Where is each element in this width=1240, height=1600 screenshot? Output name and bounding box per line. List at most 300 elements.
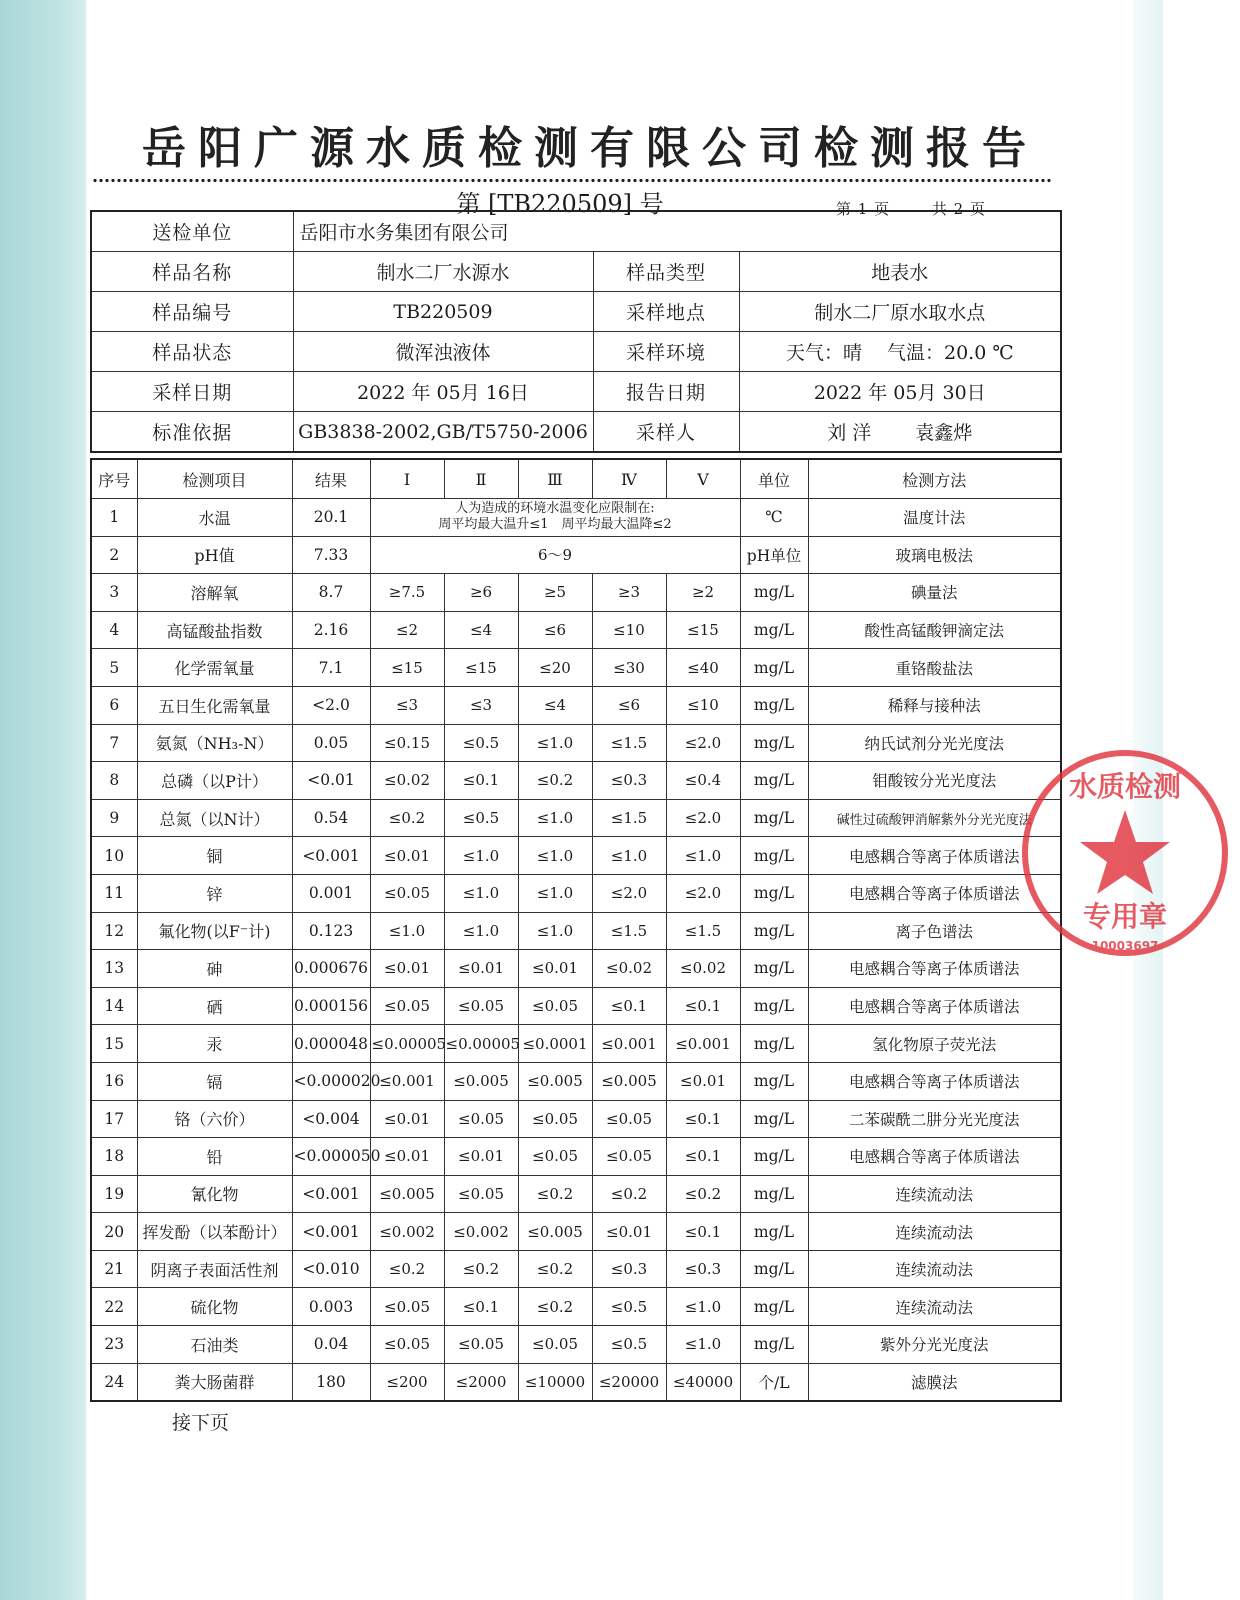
row-number: 23: [91, 1326, 137, 1364]
limit-class-3: ≥5: [518, 574, 592, 612]
sample-no-label: 样品编号: [91, 292, 293, 332]
state-value: 微浑浊液体: [293, 332, 593, 372]
col-header: 序号: [91, 459, 137, 499]
limit-class-2: ≤0.00005: [444, 1025, 518, 1063]
test-result: <0.001: [292, 1213, 370, 1251]
test-result: <0.010: [292, 1250, 370, 1288]
unit: mg/L: [740, 574, 808, 612]
limit-class-5: ≤0.1: [666, 1138, 740, 1176]
test-item: 粪大肠菌群: [137, 1363, 292, 1401]
limit-class-5: ≤10: [666, 686, 740, 724]
limit-class-3: ≤1.0: [518, 724, 592, 762]
unit: mg/L: [740, 950, 808, 988]
row-number: 20: [91, 1213, 137, 1251]
table-row: [91, 611, 1061, 649]
limit-class-5: ≤0.3: [666, 1250, 740, 1288]
limit-class-3: ≤0.05: [518, 987, 592, 1025]
test-result: 8.7: [292, 574, 370, 612]
limit-class-4: ≤1.0: [592, 837, 666, 875]
limit-class-1: ≤1.0: [370, 912, 444, 950]
limit-class-1: ≤0.01: [370, 1100, 444, 1138]
scan-edge-strip-right: [1133, 0, 1163, 1600]
row-number: 1: [91, 499, 137, 537]
test-method: 纳氏试剂分光光度法: [808, 724, 1061, 762]
limit-class-4: ≤1.5: [592, 724, 666, 762]
limit-class-1: ≤0.005: [370, 1175, 444, 1213]
table-header-row: [91, 459, 1061, 499]
unit: 个/L: [740, 1363, 808, 1401]
limit-class-1: ≤0.05: [370, 987, 444, 1025]
limit-class-5: ≤40: [666, 649, 740, 687]
row-number: 12: [91, 912, 137, 950]
test-result: <0.004: [292, 1100, 370, 1138]
unit: mg/L: [740, 649, 808, 687]
table-row: [91, 1100, 1061, 1138]
limit-class-5: ≤0.2: [666, 1175, 740, 1213]
continue-note: 接下页: [172, 1412, 230, 1434]
limit-class-1: ≤3: [370, 686, 444, 724]
test-item: 硫化物: [137, 1288, 292, 1326]
test-item: 高锰酸盐指数: [137, 611, 292, 649]
sample-type-label: 样品类型: [593, 252, 739, 292]
limit-class-3: ≤1.0: [518, 874, 592, 912]
table-row: [91, 799, 1061, 837]
table-row: [91, 574, 1061, 612]
limit-class-3: ≤1.0: [518, 912, 592, 950]
results-table: [90, 458, 1062, 1402]
limit-class-5: ≤0.1: [666, 1100, 740, 1138]
test-item: 阴离子表面活性剂: [137, 1250, 292, 1288]
limit-class-1: ≤15: [370, 649, 444, 687]
limit-class-4: ≤2.0: [592, 874, 666, 912]
report-number: 第 [TB220509] 号: [456, 190, 664, 218]
row-number: 3: [91, 574, 137, 612]
row-number: 4: [91, 611, 137, 649]
limit-class-5: ≤0.1: [666, 987, 740, 1025]
env-value: 天气：晴 气温：20.0 ℃: [739, 332, 1061, 372]
test-result: <0.001: [292, 1175, 370, 1213]
seal-text-bottom: 专用章: [1082, 900, 1168, 933]
report-date-label: 报告日期: [593, 372, 739, 412]
limit-class-3: ≤10000: [518, 1363, 592, 1401]
test-result: 0.54: [292, 799, 370, 837]
row-number: 6: [91, 686, 137, 724]
test-result: 0.123: [292, 912, 370, 950]
row-number: 18: [91, 1138, 137, 1176]
limit-class-4: ≤0.2: [592, 1175, 666, 1213]
sampler-value: 刘 洋 袁鑫烨: [739, 412, 1061, 453]
test-method: 玻璃电极法: [808, 536, 1061, 574]
table-row: [91, 837, 1061, 875]
limit-class-2: ≤0.1: [444, 1288, 518, 1326]
test-result: 180: [292, 1363, 370, 1401]
test-item: 硒: [137, 987, 292, 1025]
limit-class-2: ≤15: [444, 649, 518, 687]
limit-class-4: ≤6: [592, 686, 666, 724]
test-method: 电感耦合等离子体质谱法: [808, 1062, 1061, 1100]
unit: ℃: [740, 499, 808, 537]
test-result: <0.01: [292, 762, 370, 800]
test-item: 氟化物(以F⁻计): [137, 912, 292, 950]
row-number: 8: [91, 762, 137, 800]
limit-class-4: ≤10: [592, 611, 666, 649]
limit-class-2: ≤1.0: [444, 912, 518, 950]
limit-class-2: ≤2000: [444, 1363, 518, 1401]
row-number: 10: [91, 837, 137, 875]
test-result: 20.1: [292, 499, 370, 537]
limit-class-2: ≤0.1: [444, 762, 518, 800]
limit-note: 人为造成的环境水温变化应限制在: 周平均最大温升≤1 周平均最大温降≤2: [370, 499, 740, 537]
test-method: 碱性过硫酸钾消解紫外分光光度法: [808, 799, 1061, 837]
table-row: [91, 1363, 1061, 1401]
table-row: [91, 1175, 1061, 1213]
unit: mg/L: [740, 837, 808, 875]
limit-class-5: ≤0.01: [666, 1062, 740, 1100]
limit-class-5: ≤1.0: [666, 1288, 740, 1326]
col-header: Ⅱ: [444, 459, 518, 499]
limit-class-4: ≤0.01: [592, 1213, 666, 1251]
row-number: 16: [91, 1062, 137, 1100]
limit-class-4: ≤0.3: [592, 1250, 666, 1288]
limit-class-3: ≤0.05: [518, 1326, 592, 1364]
table-row: [91, 686, 1061, 724]
test-item: 氨氮（NH₃-N）: [137, 724, 292, 762]
limit-class-5: ≤0.1: [666, 1213, 740, 1251]
limit-class-4: ≤0.05: [592, 1138, 666, 1176]
unit: mg/L: [740, 1175, 808, 1213]
test-result: 0.000676: [292, 950, 370, 988]
test-item: 总磷（以P计）: [137, 762, 292, 800]
limit-class-1: ≤0.05: [370, 874, 444, 912]
limit-class-3: ≤6: [518, 611, 592, 649]
test-item: 砷: [137, 950, 292, 988]
unit: mg/L: [740, 1213, 808, 1251]
unit: mg/L: [740, 1025, 808, 1063]
date-value: 2022 年 05月 16日: [293, 372, 593, 412]
limit-class-1: ≤0.05: [370, 1288, 444, 1326]
sampler-label: 采样人: [593, 412, 739, 453]
test-item: 溶解氧: [137, 574, 292, 612]
limit-class-5: ≤1.0: [666, 1326, 740, 1364]
test-method: 钼酸铵分光光度法: [808, 762, 1061, 800]
row-number: 15: [91, 1025, 137, 1063]
test-result: <0.001: [292, 837, 370, 875]
limit-class-1: ≥7.5: [370, 574, 444, 612]
state-label: 样品状态: [91, 332, 293, 372]
unit: mg/L: [740, 874, 808, 912]
test-result: 7.33: [292, 536, 370, 574]
limit-class-1: ≤0.01: [370, 837, 444, 875]
limit-class-1: ≤0.2: [370, 1250, 444, 1288]
unit: mg/L: [740, 1138, 808, 1176]
unit: pH单位: [740, 536, 808, 574]
seal-code: 10003697: [1091, 939, 1159, 953]
table-row: [91, 950, 1061, 988]
limit-class-2: ≤0.5: [444, 724, 518, 762]
test-result: 0.001: [292, 874, 370, 912]
limit-class-2: ≤0.05: [444, 1100, 518, 1138]
test-item: 挥发酚（以苯酚计）: [137, 1213, 292, 1251]
standard-value: GB3838-2002,GB/T5750-2006: [293, 412, 593, 453]
limit-class-3: ≤0.2: [518, 762, 592, 800]
limit-class-3: ≤4: [518, 686, 592, 724]
unit: mg/L: [740, 1062, 808, 1100]
page-total: 共 2 页: [931, 200, 986, 218]
col-header: 检测方法: [808, 459, 1061, 499]
test-method: 电感耦合等离子体质谱法: [808, 1138, 1061, 1176]
limit-class-2: ≤3: [444, 686, 518, 724]
limit-class-5: ≥2: [666, 574, 740, 612]
row-number: 21: [91, 1250, 137, 1288]
limit-class-1: ≤0.15: [370, 724, 444, 762]
test-item: 总氮（以N计）: [137, 799, 292, 837]
test-item: pH值: [137, 536, 292, 574]
title-dotted-rule: [92, 178, 1052, 183]
limit-class-3: ≤0.05: [518, 1138, 592, 1176]
col-header: Ⅰ: [370, 459, 444, 499]
seal-text-top: 水质检测: [1068, 770, 1182, 803]
limit-class-4: ≤0.3: [592, 762, 666, 800]
test-result: 2.16: [292, 611, 370, 649]
table-row: [91, 649, 1061, 687]
standard-label: 标准依据: [91, 412, 293, 453]
row-number: 11: [91, 874, 137, 912]
table-row: [91, 912, 1061, 950]
limit-class-5: ≤0.001: [666, 1025, 740, 1063]
unit: mg/L: [740, 724, 808, 762]
limit-class-2: ≤1.0: [444, 837, 518, 875]
limit-class-3: ≤20: [518, 649, 592, 687]
limit-class-5: ≤2.0: [666, 799, 740, 837]
test-item: 镉: [137, 1062, 292, 1100]
limit-class-2: ≤0.05: [444, 987, 518, 1025]
limit-class-4: ≤0.5: [592, 1288, 666, 1326]
row-number: 22: [91, 1288, 137, 1326]
limit-class-5: ≤2.0: [666, 874, 740, 912]
env-label: 采样环境: [593, 332, 739, 372]
row-number: 2: [91, 536, 137, 574]
test-result: 0.003: [292, 1288, 370, 1326]
test-method: 温度计法: [808, 499, 1061, 537]
row-number: 7: [91, 724, 137, 762]
unit: mg/L: [740, 686, 808, 724]
limit-class-3: ≤0.2: [518, 1175, 592, 1213]
test-item: 铜: [137, 837, 292, 875]
client-label: 送检单位: [91, 211, 293, 252]
limit-class-5: ≤40000: [666, 1363, 740, 1401]
table-row: [91, 1138, 1061, 1176]
limit-class-4: ≤20000: [592, 1363, 666, 1401]
unit: mg/L: [740, 611, 808, 649]
sample-name-value: 制水二厂水源水: [293, 252, 593, 292]
unit: mg/L: [740, 1326, 808, 1364]
unit: mg/L: [740, 799, 808, 837]
test-method: 稀释与接种法: [808, 686, 1061, 724]
test-item: 锌: [137, 874, 292, 912]
sample-no-value: TB220509: [293, 292, 593, 332]
limit-class-2: ≤0.05: [444, 1175, 518, 1213]
limit-class-1: ≤0.01: [370, 1138, 444, 1176]
col-header: Ⅲ: [518, 459, 592, 499]
limit-class-3: ≤0.2: [518, 1250, 592, 1288]
col-header: 结果: [292, 459, 370, 499]
test-method: 滤膜法: [808, 1363, 1061, 1401]
col-header: 检测项目: [137, 459, 292, 499]
limit-class-1: ≤0.002: [370, 1213, 444, 1251]
table-row: [91, 987, 1061, 1025]
test-item: 五日生化需氧量: [137, 686, 292, 724]
unit: mg/L: [740, 762, 808, 800]
test-method: 酸性高锰酸钾滴定法: [808, 611, 1061, 649]
test-result: 0.000156: [292, 987, 370, 1025]
limit-class-5: ≤0.4: [666, 762, 740, 800]
test-method: 二苯碳酰二肼分光光度法: [808, 1100, 1061, 1138]
table-row: [91, 536, 1061, 574]
limit-class-3: ≤1.0: [518, 837, 592, 875]
limit-range: 6～9: [370, 536, 740, 574]
row-number: 9: [91, 799, 137, 837]
table-row: [91, 1213, 1061, 1251]
table-row: [91, 1062, 1061, 1100]
limit-class-2: ≤0.5: [444, 799, 518, 837]
limit-class-3: ≤0.01: [518, 950, 592, 988]
limit-class-1: ≤0.001: [370, 1062, 444, 1100]
limit-class-5: ≤1.5: [666, 912, 740, 950]
limit-class-1: ≤0.01: [370, 950, 444, 988]
table-row: [91, 1025, 1061, 1063]
report-date-value: 2022 年 05月 30日: [739, 372, 1061, 412]
unit: mg/L: [740, 912, 808, 950]
test-item: 水温: [137, 499, 292, 537]
unit: mg/L: [740, 1288, 808, 1326]
col-header: 单位: [740, 459, 808, 499]
test-method: 电感耦合等离子体质谱法: [808, 874, 1061, 912]
test-method: 重铬酸盐法: [808, 649, 1061, 687]
page-number: 第 1 页: [836, 200, 891, 218]
unit: mg/L: [740, 1250, 808, 1288]
test-result: <0.000050: [292, 1138, 370, 1176]
test-item: 石油类: [137, 1326, 292, 1364]
test-result: <2.0: [292, 686, 370, 724]
table-row: [91, 874, 1061, 912]
limit-class-2: ≤0.05: [444, 1326, 518, 1364]
scan-edge-strip: [0, 0, 86, 1600]
row-number: 13: [91, 950, 137, 988]
client-value: 岳阳市水务集团有限公司: [293, 211, 1061, 252]
limit-class-2: ≥6: [444, 574, 518, 612]
test-method: 连续流动法: [808, 1175, 1061, 1213]
sample-name-label: 样品名称: [91, 252, 293, 292]
limit-class-5: ≤0.02: [666, 950, 740, 988]
test-item: 铅: [137, 1138, 292, 1176]
limit-class-3: ≤0.005: [518, 1062, 592, 1100]
limit-class-2: ≤0.01: [444, 950, 518, 988]
limit-class-4: ≤1.5: [592, 912, 666, 950]
limit-class-5: ≤1.0: [666, 837, 740, 875]
limit-class-4: ≤0.1: [592, 987, 666, 1025]
row-number: 24: [91, 1363, 137, 1401]
test-method: 离子色谱法: [808, 912, 1061, 950]
col-header: Ⅳ: [592, 459, 666, 499]
limit-class-2: ≤1.0: [444, 874, 518, 912]
test-result: 0.05: [292, 724, 370, 762]
date-label: 采样日期: [91, 372, 293, 412]
location-label: 采样地点: [593, 292, 739, 332]
limit-class-1: ≤200: [370, 1363, 444, 1401]
test-item: 铬（六价）: [137, 1100, 292, 1138]
limit-class-3: ≤0.005: [518, 1213, 592, 1251]
limit-class-4: ≤0.005: [592, 1062, 666, 1100]
sample-type-value: 地表水: [739, 252, 1061, 292]
table-row: [91, 499, 1061, 537]
location-value: 制水二厂原水取水点: [739, 292, 1061, 332]
row-number: 14: [91, 987, 137, 1025]
test-method: 氢化物原子荧光法: [808, 1025, 1061, 1063]
limit-class-4: ≤1.5: [592, 799, 666, 837]
limit-class-4: ≤0.5: [592, 1326, 666, 1364]
table-row: [91, 1288, 1061, 1326]
limit-class-4: ≤30: [592, 649, 666, 687]
row-number: 17: [91, 1100, 137, 1138]
test-result: <0.000020: [292, 1062, 370, 1100]
unit: mg/L: [740, 987, 808, 1025]
test-item: 化学需氧量: [137, 649, 292, 687]
limit-class-4: ≤0.05: [592, 1100, 666, 1138]
limit-class-2: ≤0.01: [444, 1138, 518, 1176]
test-result: 0.04: [292, 1326, 370, 1364]
limit-class-4: ≥3: [592, 574, 666, 612]
test-method: 电感耦合等离子体质谱法: [808, 950, 1061, 988]
limit-class-1: ≤0.02: [370, 762, 444, 800]
table-row: [91, 1326, 1061, 1364]
row-number: 5: [91, 649, 137, 687]
limit-class-2: ≤0.002: [444, 1213, 518, 1251]
test-item: 汞: [137, 1025, 292, 1063]
limit-class-3: ≤1.0: [518, 799, 592, 837]
test-method: 连续流动法: [808, 1250, 1061, 1288]
limit-class-1: ≤2: [370, 611, 444, 649]
table-row: [91, 724, 1061, 762]
limit-class-4: ≤0.001: [592, 1025, 666, 1063]
table-row: [91, 1250, 1061, 1288]
report-title: 岳阳广源水质检测有限公司检测报告: [142, 123, 1038, 174]
limit-class-5: ≤15: [666, 611, 740, 649]
test-method: 连续流动法: [808, 1213, 1061, 1251]
limit-class-3: ≤0.0001: [518, 1025, 592, 1063]
limit-class-5: ≤2.0: [666, 724, 740, 762]
limit-class-4: ≤0.02: [592, 950, 666, 988]
test-result: 7.1: [292, 649, 370, 687]
col-header: Ⅴ: [666, 459, 740, 499]
test-method: 电感耦合等离子体质谱法: [808, 987, 1061, 1025]
test-method: 碘量法: [808, 574, 1061, 612]
test-result: 0.000048: [292, 1025, 370, 1063]
limit-class-2: ≤0.005: [444, 1062, 518, 1100]
limit-class-3: ≤0.2: [518, 1288, 592, 1326]
sample-info-table: [90, 210, 1062, 453]
test-method: 电感耦合等离子体质谱法: [808, 837, 1061, 875]
limit-class-1: ≤0.2: [370, 799, 444, 837]
limit-class-1: ≤0.05: [370, 1326, 444, 1364]
test-item: 氰化物: [137, 1175, 292, 1213]
limit-class-3: ≤0.05: [518, 1100, 592, 1138]
unit: mg/L: [740, 1100, 808, 1138]
limit-class-1: ≤0.00005: [370, 1025, 444, 1063]
limit-class-2: ≤0.2: [444, 1250, 518, 1288]
row-number: 19: [91, 1175, 137, 1213]
test-method: 紫外分光光度法: [808, 1326, 1061, 1364]
test-method: 连续流动法: [808, 1288, 1061, 1326]
